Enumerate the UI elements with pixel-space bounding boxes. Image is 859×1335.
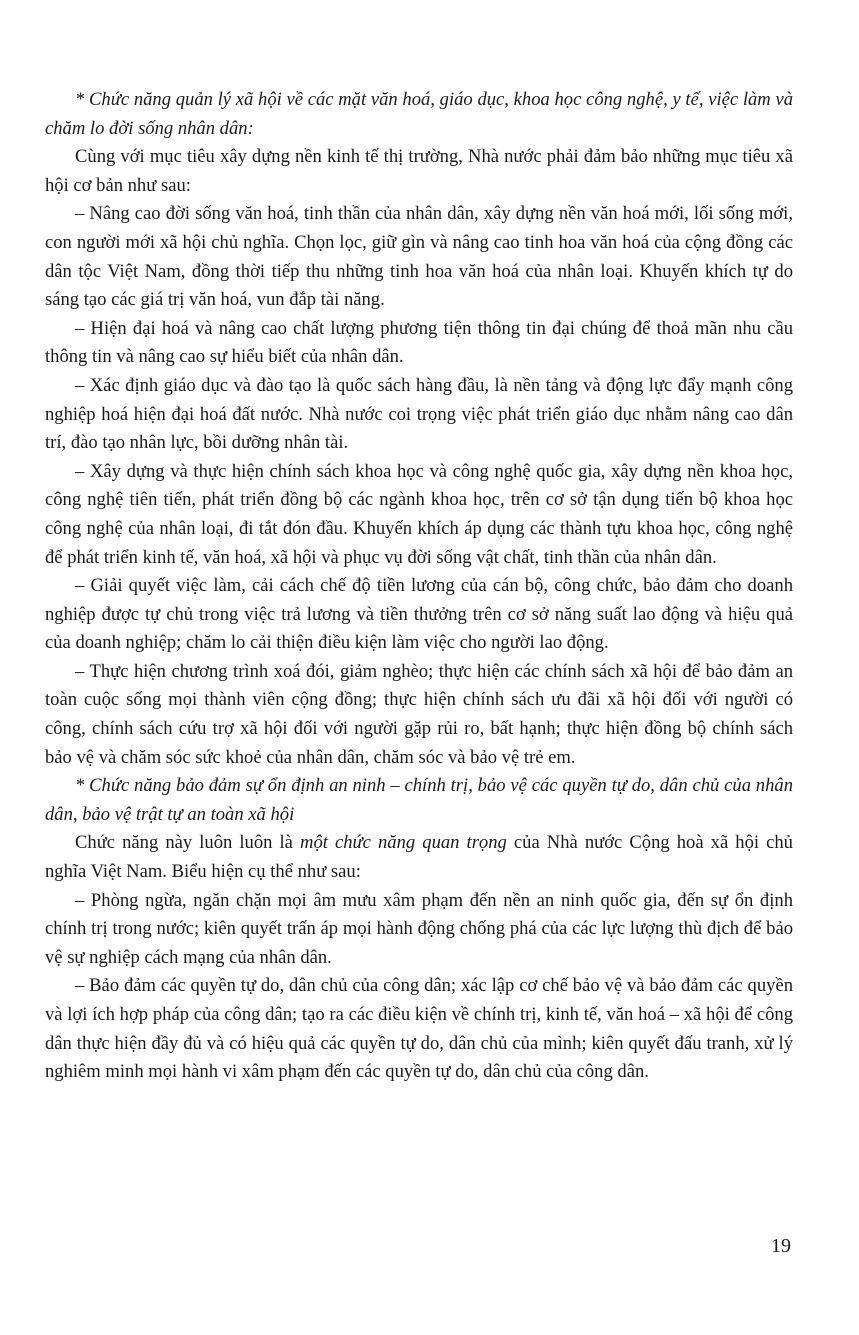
paragraph-employment: – Giải quyết việc làm, cải cách chế độ tiền lương của cán bộ, công chức, bảo đảm cho doanh nghiệp được tự chủ trong việc trả lương và tiền thưởng trên cơ sở năng suất lao động và hiệu quả của doanh nghiệp; chăm lo cải thiện điều kiện làm việc cho người lao động. <box>45 575 793 654</box>
page-number: 19 <box>771 1235 791 1257</box>
paragraph-intro: Cùng với mục tiêu xây dựng nền kinh tế thị trường, Nhà nước phải đảm bảo những mục tiêu xã hội cơ bản như sau: <box>45 146 793 196</box>
paragraph-education: – Xác định giáo dục và đào tạo là quốc sách hàng đầu, là nền tảng và động lực đẩy mạnh công nghiệp hoá hiện đại hoá đất nước. Nhà nước coi trọng việc phát triển giáo dục nhằm nâng cao dân trí, đào tạo nhân lực, bồi dưỡng nhân tài. <box>45 374 793 454</box>
paragraph-security-intro <box>45 829 793 886</box>
section-heading-social-management: * Chức năng quản lý xã hội về các mặt văn hoá, giáo dục, khoa học công nghệ, y tế, việc làm và chăm lo đời sống nhân dân: <box>45 89 793 139</box>
paragraph-poverty: – Thực hiện chương trình xoá đói, giảm nghèo; thực hiện các chính sách xã hội để bảo đảm an toàn cuộc sống mọi thành viên cộng đồng; thực hiện chính sách ưu đãi xã hội đối với người có công, chính sách cứu trợ xã hội đối với người gặp rủi ro, bất hạnh; thực hiện đồng bộ chính sách bảo vệ và chăm sóc sức khoẻ của nhân dân, chăm sóc và bảo vệ trẻ em. <box>45 660 793 768</box>
section-heading-security: * Chức năng bảo đảm sự ổn định an ninh – chính trị, bảo vệ các quyền tự do, dân chủ của nhân dân, bảo vệ trật tự an toàn xã hội <box>45 775 793 825</box>
paragraph-security-intro-start: Chức năng này luôn luôn là <box>75 832 301 854</box>
paragraph-security-intro-end: của Nhà nước Cộng hoà xã hội chủ nghĩa Việt Nam. Biểu hiện cụ thể như sau: <box>45 832 793 883</box>
paragraph-rights: – Bảo đảm các quyền tự do, dân chủ của công dân; xác lập cơ chế bảo vệ và bảo đảm các quyền và lợi ích hợp pháp của công dân; tạo ra các điều kiện về chính trị, kinh tế, văn hoá – xã hội để công dân thực hiện đầy đủ và có hiệu quả các quyền tự do, dân chủ của mình; kiên quyết đấu tranh, xử lý nghiêm minh mọi hành vi xâm phạm đến các quyền tự do, dân chủ của công dân. <box>45 975 793 1083</box>
paragraph-security-intro-emphasis: một chức năng quan trọng <box>300 832 507 854</box>
paragraph-culture: – Nâng cao đời sống văn hoá, tinh thần của nhân dân, xây dựng nền văn hoá mới, lối sống mới, con người mới xã hội chủ nghĩa. Chọn lọc, giữ gìn và nâng cao tinh hoa văn hoá của cộng đồng các dân tộc Việt Nam, đồng thời tiếp thu những tinh hoa văn hoá của nhân loại. Khuyến khích tự do sáng tạo các giá trị văn hoá, vun đắp tài năng. <box>45 203 793 311</box>
paragraph-media: – Hiện đại hoá và nâng cao chất lượng phương tiện thông tin đại chúng để thoả mãn nhu cầu thông tin và nâng cao sự hiểu biết của nhân dân. <box>45 317 793 368</box>
page-body <box>45 86 793 1087</box>
paragraph-prevention: – Phòng ngừa, ngăn chặn mọi âm mưu xâm phạm đến nền an ninh quốc gia, đến sự ổn định chính trị trong nước; kiên quyết trấn áp mọi hành động chống phá của các lực lượng thù địch để bảo vệ sự nghiệp cách mạng của nhân dân. <box>45 889 793 968</box>
paragraph-science: – Xây dựng và thực hiện chính sách khoa học và công nghệ quốc gia, xây dựng nền khoa học, công nghệ tiên tiến, phát triển đồng bộ các ngành khoa học, trên cơ sở tận dụng tiến bộ khoa học công nghệ của nhân loại, đi tắt đón đầu. Khuyến khích áp dụng các thành tựu khoa học, công nghệ để phát triển kinh tế, văn hoá, xã hội và phục vụ đời sống vật chất, tinh thần của nhân dân. <box>45 460 793 568</box>
